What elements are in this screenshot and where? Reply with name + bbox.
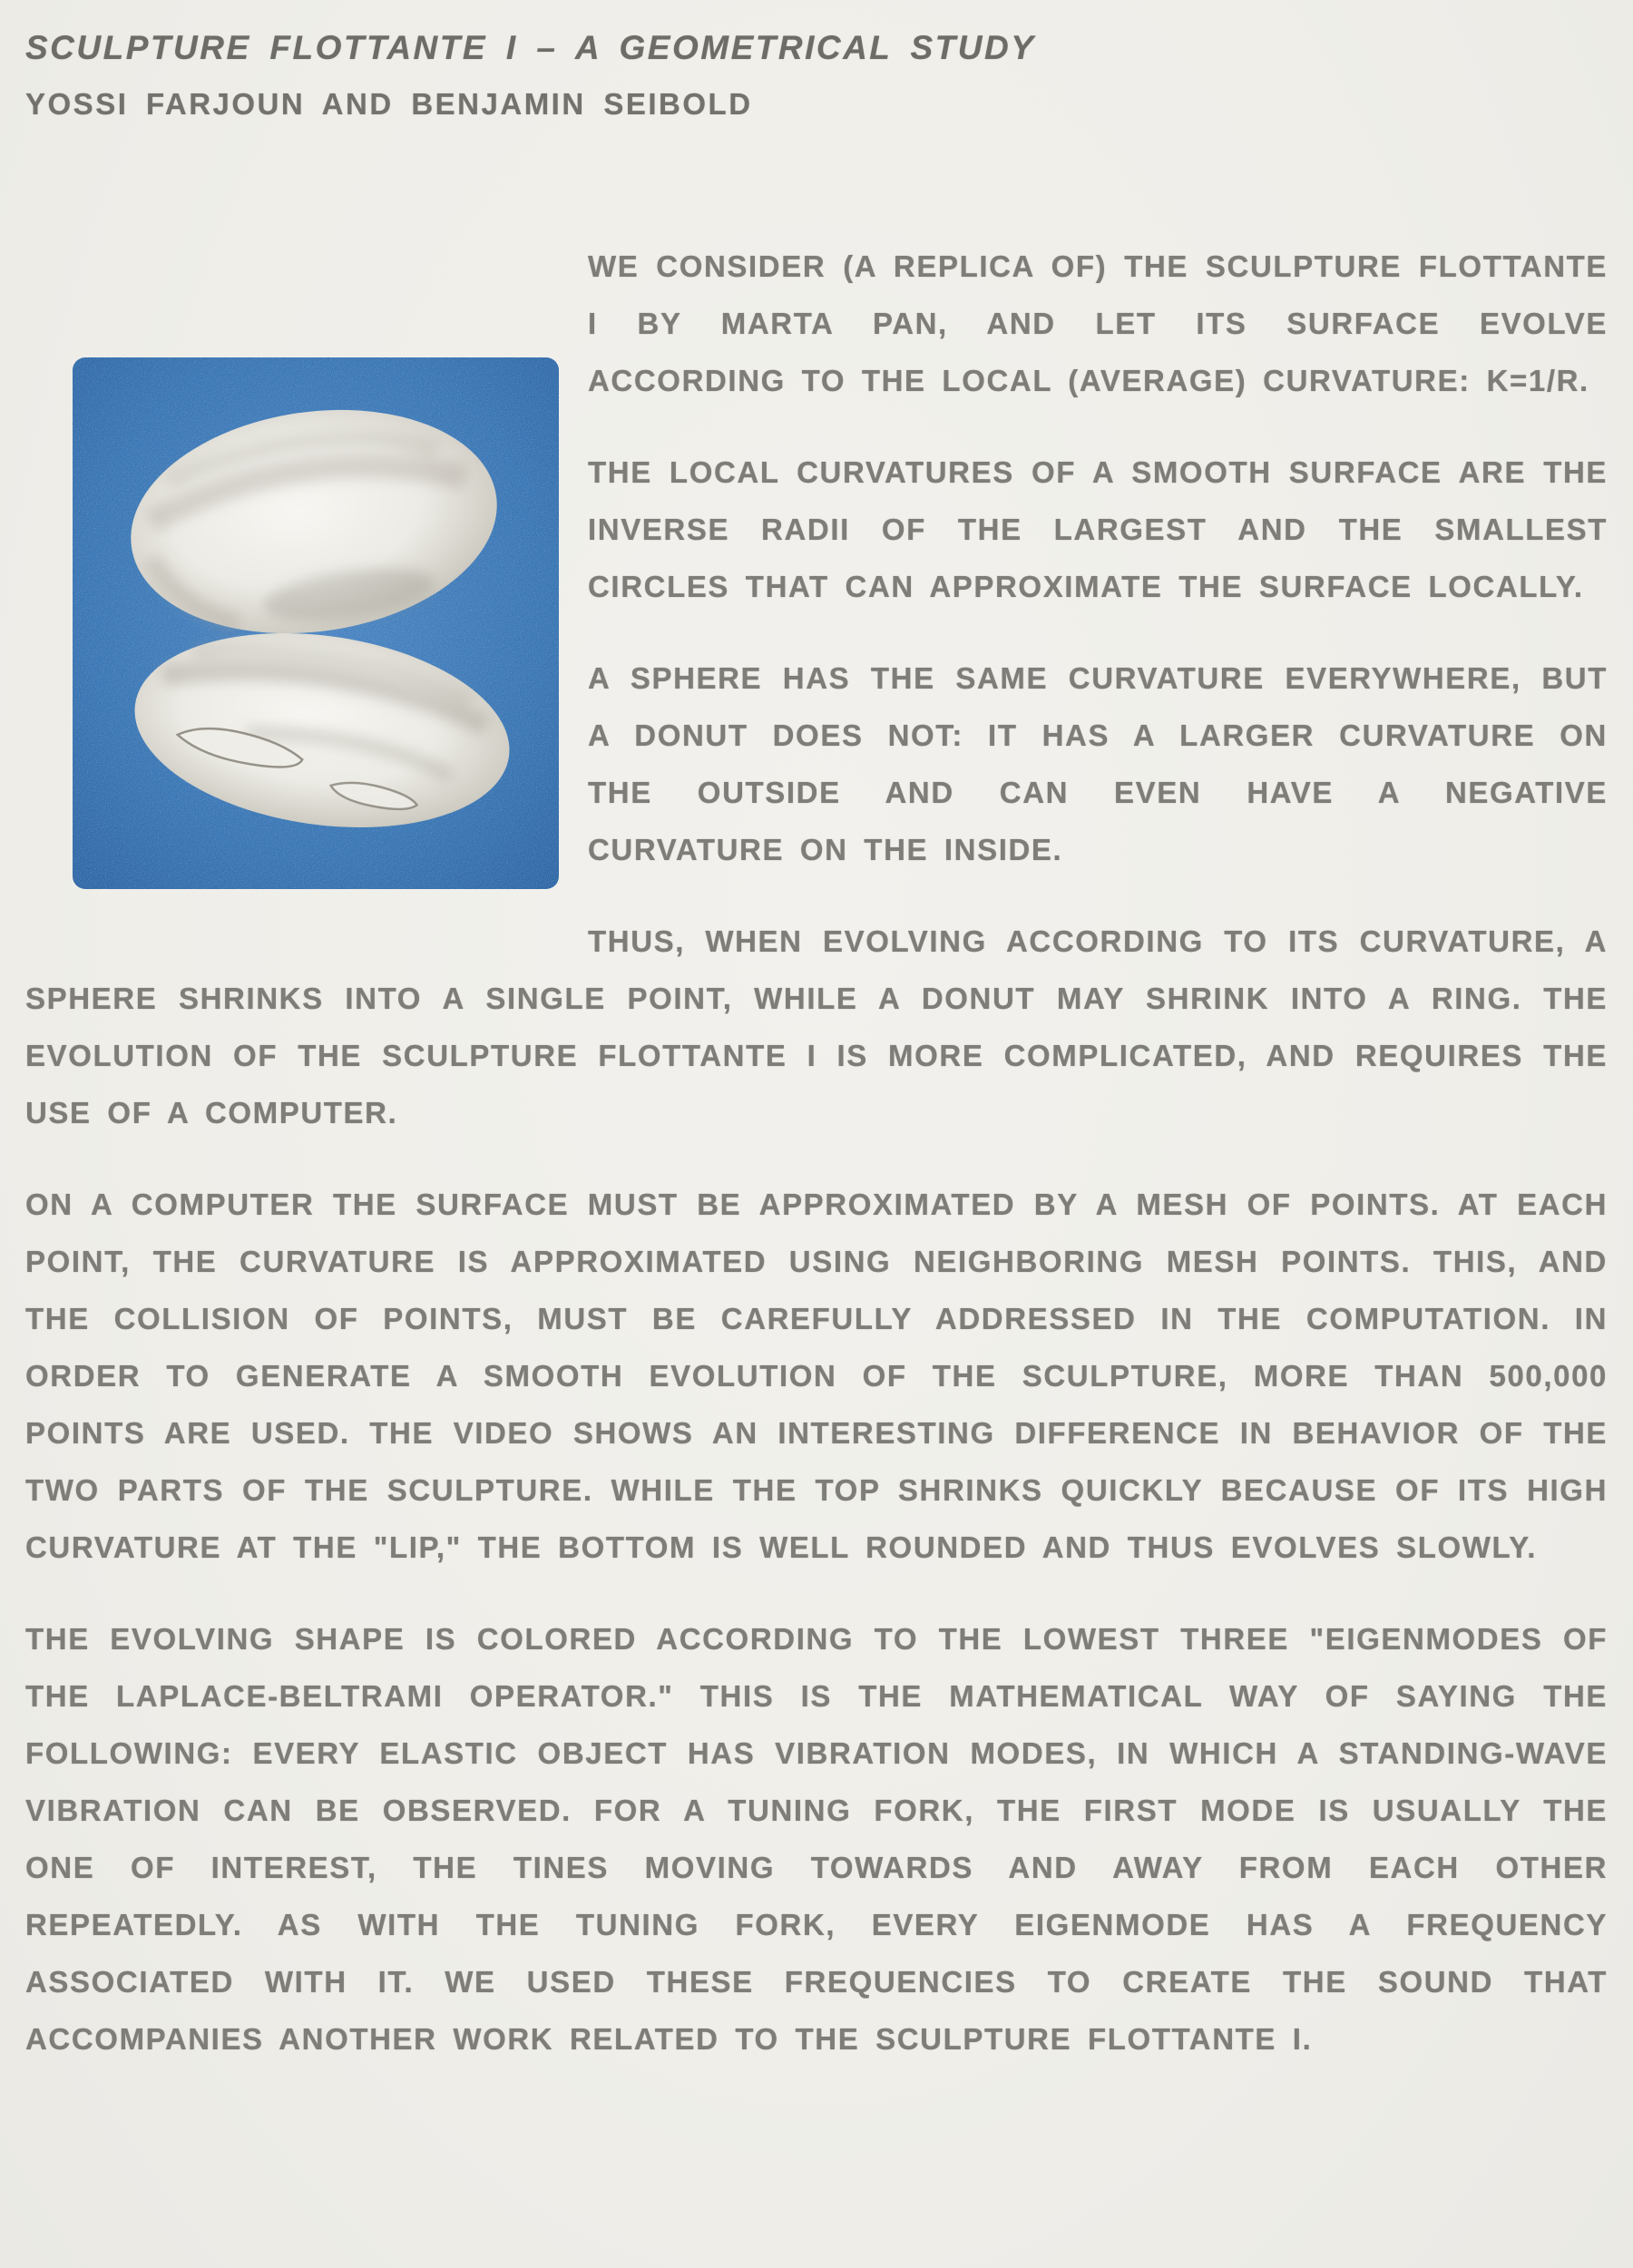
sculpture-drawing	[66, 354, 570, 934]
paragraph-local-curvatures: THE LOCAL CURVATURES OF A SMOOTH SURFACE ARE THE INVERSE RADII OF THE LARGEST AND THE SMALLEST CIRCLES THAT CAN APPROXIMATE THE SURFACE LOCALLY.	[588, 455, 1608, 603]
paragraph-eigenmodes: THE EVOLVING SHAPE IS COLORED ACCORDING TO THE LOWEST THREE "EIGENMODES OF THE LAPLACE-BELTRAMI OPERATOR." THIS IS THE MATHEMATICAL WAY OF SAYING THE FOLLOWING: EVERY ELASTIC OBJECT HAS VIBRATION MODES, IN WHICH A STANDING-WAVE VIBRATION CAN BE OBSERVED. FOR A TUNING FORK, THE FIRST MODE IS USUALLY THE ONE OF INTEREST, THE TINES MOVING TOWARDS AND AWAY FROM EACH OTHER REPEATEDLY. AS WITH THE TUNING FORK, EVERY EIGENMODE HAS A FREQUENCY ASSOCIATED WITH IT. WE USED THESE FREQUENCIES TO CREATE THE SOUND THAT ACCOMPANIES ANOTHER WORK RELATED TO THE SCULPTURE FLOTTANTE I.	[25, 1622, 1608, 2056]
page-body	[25, 238, 1608, 2068]
sculpture-figure	[66, 354, 570, 934]
paragraph-computation: ON A COMPUTER THE SURFACE MUST BE APPROXIMATED BY A MESH OF POINTS. AT EACH POINT, THE CURVATURE IS APPROXIMATED USING NEIGHBORING MESH POINTS. THIS, AND THE COLLISION OF POINTS, MUST BE CAREFULLY ADDRESSED IN THE COMPUTATION. IN ORDER TO GENERATE A SMOOTH EVOLUTION OF THE SCULPTURE, MORE THAN 500,000 POINTS ARE USED. THE VIDEO SHOWS AN INTERESTING DIFFERENCE IN BEHAVIOR OF THE TWO PARTS OF THE SCULPTURE. WHILE THE TOP SHRINKS QUICKLY BECAUSE OF ITS HIGH CURVATURE AT THE "LIP," THE BOTTOM IS WELL ROUNDED AND THUS EVOLVES SLOWLY.	[25, 1188, 1608, 1564]
paragraph-we-consider: WE CONSIDER (A REPLICA OF) THE SCULPTURE FLOTTANTE I BY MARTA PAN, AND LET ITS SURFACE EVOLVE ACCORDING TO THE LOCAL (AVERAGE) CURVATURE: K=1/R.	[588, 249, 1608, 397]
paragraph-evolution: THUS, WHEN EVOLVING ACCORDING TO ITS CURVATURE, A SPHERE SHRINKS INTO A SINGLE POINT, WHILE A DONUT MAY SHRINK INTO A RING. THE EVOLUTION OF THE SCULPTURE FLOTTANTE I IS MORE COMPLICATED, AND REQUIRES THE USE OF A COMPUTER.	[25, 924, 1608, 1129]
page-header	[25, 24, 1608, 122]
byline: YOSSI FARJOUN AND BENJAMIN SEIBOLD	[25, 87, 753, 121]
page-title: SCULPTURE FLOTTANTE I – A GEOMETRICAL STUDY	[25, 29, 1036, 66]
paragraph-sphere-donut: A SPHERE HAS THE SAME CURVATURE EVERYWHERE, BUT A DONUT DOES NOT: IT HAS A LARGER CURVATURE ON THE OUTSIDE AND CAN EVEN HAVE A NEGATIVE CURVATURE ON THE INSIDE.	[588, 661, 1608, 866]
